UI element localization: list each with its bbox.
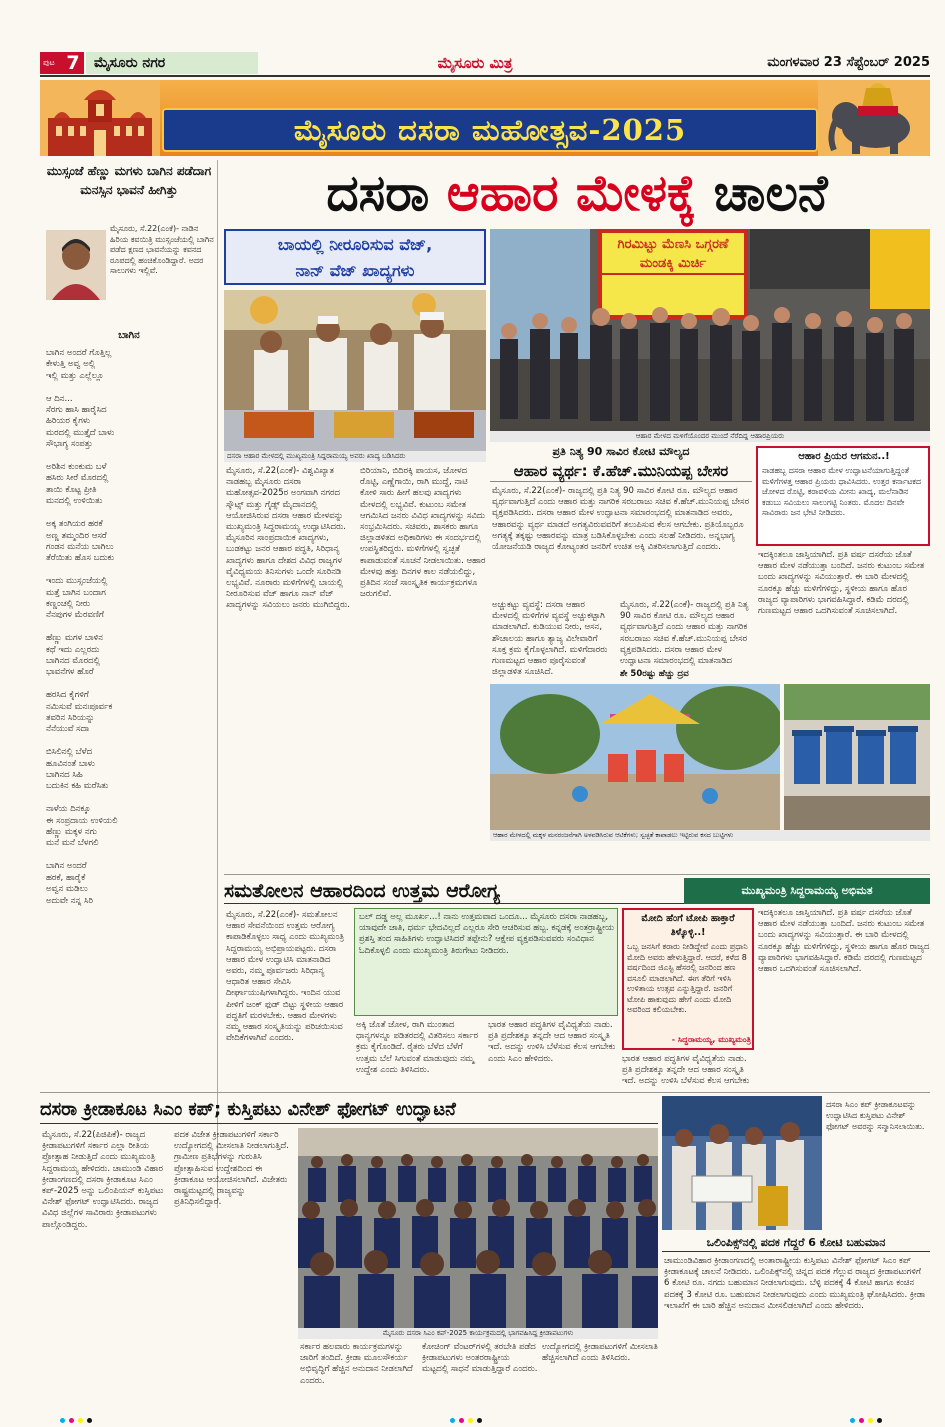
poet-photo: [46, 230, 106, 300]
food-stall-crowd-photo: [490, 229, 930, 431]
health-quote-text: ಬಲ್ ದಡ್ಡ ಅಲ್ಲ ಮೂರ್ಖ...! ನಾನು ಉತ್ತಮವಾದ ಒಂದೂ... ಮೈಸೂರು ದಸರಾ ನಾಡಹಬ್ಬ, ಯಾವುದೇ ಜಾತಿ, ಧರ್ಮ ಭೇದವಿಲ್ಲದೆ ಎಲ್ಲರೂ ಸೇರಿ ಆಚರಿಸುವ ಹಬ್ಬ. ಕನ್ನಡಕ್ಕೆ ಅಂತರ್ರಾಷ್ಟ್ರೀಯ ಪ್ರಶಸ್ತಿ ತಂದ ಸಾಹಿತಿಗಳು ಉದ್ಘಾಟಿಸಿದರೆ ತಪ್ಪೇನು? ಆಕ್ಷೇಪ ವ್ಯಕ್ತಪಡಿಸುವವರು ಸಂವಿಧಾನ ಓದಿಕೊಳ್ಳಲಿ ಎಂದು ಮುಖ್ಯಮಂತ್ರಿ ತಿರುಗೇಟು ನೀಡಿದರು.: [359, 912, 615, 956]
registration-marks-center: [450, 1408, 510, 1414]
wastage-story-kicker: ಪ್ರತಿ ನಿತ್ಯ 90 ಸಾವಿರ ಕೋಟಿ ಮೌಲ್ಯದ: [552, 445, 690, 458]
sports-story-body5: ಉದ್ಯೋಗದಲ್ಲಿ ಕ್ರೀಡಾಪಟುಗಳಿಗೆ ಮೀಸಲಾತಿ ಹೆಚ್ಚಿಸಲಾಗಿದೆ ಎಂದು ತಿಳಿಸಿದರು.: [542, 1342, 658, 1364]
lead-headline-part1: ದಸರಾ: [326, 163, 430, 222]
health-story-body: ಮೈಸೂರು, ಸೆ.22(ಎಂಕೆ)- ಸಮತೋಲನ ಆಹಾರ ಸೇವನೆಯಿಂದ ಉತ್ತಮ ಆರೋಗ್ಯ ಕಾಪಾಡಿಕೊಳ್ಳಲು ಸಾಧ್ಯ ಎಂದು ಮುಖ್ಯಮಂತ್ರಿ ಸಿದ್ದರಾಮಯ್ಯ ಅಭಿಪ್ರಾಯಪಟ್ಟರು. ದಸರಾ ಆಹಾರ ಮೇಳ ಉದ್ಘಾಟಿಸಿ ಮಾತನಾಡಿದ ಅವರು, ನಮ್ಮ ಪೂರ್ವಜರು ಸಿರಿಧಾನ್ಯ ಆಧಾರಿತ ಆಹಾರ ಸೇವಿಸಿ ದೀರ್ಘಾಯುಷಿಗಳಾಗಿದ್ದರು. ಇಂದಿನ ಯುವ ಪೀಳಿಗೆ ಜಂಕ್ ಫುಡ್ ಬಿಟ್ಟು ಸ್ಥಳೀಯ ಆಹಾರ ಪದ್ಧತಿಗೆ ಮರಳಬೇಕು. ಆಹಾರ ಮೇಳಗಳು ನಮ್ಮ ಆಹಾರ ಸಂಸ್ಕೃತಿಯನ್ನು ಪರಿಚಯಿಸುವ ವೇದಿಕೆಗಳಾಗಿವೆ ಎಂದರು.: [226, 910, 345, 1044]
lead-subhead: [224, 229, 486, 285]
mid-photos-caption: ಆಹಾರ ಮೇಳದಲ್ಲಿ ಮಕ್ಕಳ ಮನರಂಜನೆಗಾಗಿ ಅಳವಡಿಸಿರುವ ಆಟಿಕೆಗಳು; ಸ್ವಚ್ಛತೆ ಕಾಪಾಡಲು ಇಟ್ಟಿರುವ ಕಸದ ಬುಟ್ಟಿಗಳು: [490, 830, 930, 841]
wastage-story-body2: ಅಚ್ಚುಕಟ್ಟು ವ್ಯವಸ್ಥೆ: ದಸರಾ ಆಹಾರ ಮೇಳದಲ್ಲಿ ಮಳಿಗೆಗಳ ವ್ಯವಸ್ಥೆ ಅಚ್ಚುಕಟ್ಟಾಗಿ ಮಾಡಲಾಗಿದೆ. ಕುಡಿಯುವ ನೀರು, ಆಸನ, ಶೌಚಾಲಯ ಹಾಗೂ ತ್ಯಾಜ್ಯ ವಿಲೇವಾರಿಗೆ ಸೂಕ್ತ ಕ್ರಮ ಕೈಗೊಳ್ಳಲಾಗಿದೆ. ಮಳಿಗೆದಾರರು ಗುಣಮಟ್ಟದ ಆಹಾರ ಪೂರೈಸುವಂತೆ ಜಿಲ್ಲಾಡಳಿತ ಸೂಚಿಸಿದೆ.: [492, 600, 608, 678]
palace-illustration: [40, 80, 160, 156]
section-divider-2: [40, 1092, 930, 1093]
issue-date: ಮಂಗಳವಾರ 23 ಸೆಪ್ಟೆಂಬರ್ 2025: [767, 55, 930, 70]
felicitation-side-caption: ದಸರಾ ಸಿಎಂ ಕಪ್ ಕ್ರೀಡಾಕೂಟವನ್ನು ಉದ್ಘಾಟಿಸಿದ ಕುಸ್ತಿಪಟು ವಿನೇಶ್ ಫೋಗಟ್ ಅವರನ್ನು ಸನ್ಮಾನಿಸಲಾಯಿತು.: [826, 1100, 925, 1131]
food-stall-crowd-photo-caption: ಆಹಾರ ಮೇಳದ ಮಳಿಗೆಯೊಂದರ ಮುಂದೆ ನೆರೆದಿದ್ದ ಆಹಾರಪ್ರಿಯರು: [490, 431, 930, 442]
modi-box-signature: - ಸಿದ್ದರಾಮಯ್ಯ, ಮುಖ್ಯಮಂತ್ರಿ: [671, 1035, 751, 1044]
cm-serving-photo: [224, 290, 486, 451]
wastage-story-body3: ಮೈಸೂರು, ಸೆ.22(ಎಂಕೆ)- ರಾಜ್ಯದಲ್ಲಿ ಪ್ರತಿ ನಿತ್ಯ 90 ಸಾವಿರ ಕೋಟಿ ರೂ. ಮೌಲ್ಯದ ಆಹಾರ ವ್ಯರ್ಥವಾಗುತ್ತಿದೆ ಎಂದು ಆಹಾರ ಮತ್ತು ನಾಗರಿಕ ಸರಬರಾಜು ಸಚಿವ ಕೆ.ಹೆಚ್.ಮುನಿಯಪ್ಪ ಬೇಸರ ವ್ಯಕ್ತಪಡಿಸಿದರು. ದಸರಾ ಆಹಾರ ಮೇಳ ಉದ್ಘಾಟನಾ ಸಮಾರಂಭದಲ್ಲಿ ಮಾತನಾಡಿದ: [620, 600, 749, 667]
food-lovers-title: ಆಹಾರ ಪ್ರಿಯರ ಆಗಮನ..!: [798, 451, 890, 462]
amusement-rides-photo: [490, 684, 780, 830]
section-name: ಮೈಸೂರು ನಗರ: [86, 52, 258, 74]
health-story-body4: ಭಾರತ ಆಹಾರ ಪದ್ಧತಿಗಳ ವೈವಿಧ್ಯತೆಯ ನಾಡು. ಪ್ರತಿ ಪ್ರದೇಶಕ್ಕೂ ತನ್ನದೇ ಆದ ಆಹಾರ ಸಂಸ್ಕೃತಿ ಇದೆ. ಅದನ್ನು ಉಳಿಸಿ ಬೆಳೆಸುವ ಕೆಲಸ ಆಗಬೇಕು ಎಂದು ಸಿಎಂ ಹೇಳಿದರು.: [488, 1020, 616, 1064]
page-number: 7: [62, 52, 84, 74]
food-lovers-continued: ಇದಕ್ಕಿಂತಲೂ ಜಾಸ್ತಿಯಾಗಿದೆ. ಪ್ರತಿ ವರ್ಷ ದಸರೆಯ ಜೊತೆ ಆಹಾರ ಮೇಳ ನಡೆಯುತ್ತಾ ಬಂದಿದೆ. ಜನರು ಕುಟುಂಬ ಸಮೇತ ಬಂದು ಖಾದ್ಯಗಳನ್ನು ಸವಿಯುತ್ತಾರೆ. ಈ ಬಾರಿ ಮೇಳದಲ್ಲಿ ನೂರಕ್ಕೂ ಹೆಚ್ಚು ಮಳಿಗೆಗಳಿದ್ದು, ಸ್ಥಳೀಯ ಹಾಗೂ ಹೊರ ರಾಜ್ಯದ ವ್ಯಾಪಾರಿಗಳು ಭಾಗವಹಿಸಿದ್ದಾರೆ. ಕಡಿಮೆ ದರದಲ್ಲಿ ಗುಣಮಟ್ಟದ ಆಹಾರ ಒದಗಿಸುವಂತೆ ಸೂಚಿಸಲಾಗಿದೆ.: [758, 550, 925, 617]
health-quote-box: [354, 908, 618, 1016]
lead-body-col2: ಬಿರಿಯಾನಿ, ಬಿದಿರಕ್ಕಿ ಪಾಯಸ, ಜೋಳದ ರೊಟ್ಟಿ, ಎಣ್ಣೆಗಾಯಿ, ರಾಗಿ ಮುದ್ದೆ, ನಾಟಿ ಕೋಳಿ ಸಾರು ಹೀಗೆ ಹಲವು ಖಾದ್ಯಗಳು ಮೇಳದಲ್ಲಿ ಲಭ್ಯವಿವೆ. ಕುಟುಂಬ ಸಮೇತ ಆಗಮಿಸಿದ ಜನರು ವಿವಿಧ ಖಾದ್ಯಗಳನ್ನು ಸವಿದು ಸಂಭ್ರಮಿಸಿದರು. ಸಚಿವರು, ಶಾಸಕರು ಹಾಗೂ ಜಿಲ್ಲಾಡಳಿತದ ಅಧಿಕಾರಿಗಳು ಈ ಸಂದರ್ಭದಲ್ಲಿ ಉಪಸ್ಥಿತರಿದ್ದರು. ಮಳಿಗೆಗಳಲ್ಲಿ ಸ್ವಚ್ಛತೆ ಕಾಪಾಡುವಂತೆ ಸೂಚನೆ ನೀಡಲಾಯಿತು. ಆಹಾರ ಮೇಳವು ಹತ್ತು ದಿನಗಳ ಕಾಲ ನಡೆಯಲಿದ್ದು, ಪ್ರತಿದಿನ ಸಂಜೆ ಸಾಂಸ್ಕೃತಿಕ ಕಾರ್ಯಕ್ರಮಗಳೂ ಜರುಗಲಿವೆ.: [360, 466, 486, 600]
left-column-intro: ಮೈಸೂರು, ಸೆ.22(ಎಂಕೆ)- ನಾಡಿನ ಹಿರಿಯ ಕವಯಿತ್ರಿ ಮುಸ್ಸಂಜೆಯಲ್ಲಿ ಬಾಗಿನ ಪಡೆದ ಕ್ಷಣದ ಭಾವನೆಯನ್ನು ಕವನದ ರೂಪದಲ್ಲಿ ಹಂಚಿಕೊಂಡಿದ್ದಾರೆ. ಅದರ ಸಾಲುಗಳು ಇಲ್ಲಿವೆ.: [110, 224, 214, 275]
lead-headline-part3: ಚಾಲನೆ: [713, 163, 828, 222]
modi-box: [622, 908, 754, 1050]
sports-story-body3: ಸರ್ಕಾರ ಹಲವಾರು ಕಾರ್ಯಕ್ರಮಗಳನ್ನು ಜಾರಿಗೆ ತಂದಿದೆ. ಕ್ರೀಡಾ ಮೂಲಸೌಕರ್ಯ ಅಭಿವೃದ್ಧಿಗೆ ಹೆಚ್ಚಿನ ಅನುದಾನ ನೀಡಲಾಗಿದೆ ಎಂದರು.: [300, 1342, 413, 1386]
registration-marks-right: [850, 1408, 910, 1414]
left-column-title: ಮುಸ್ಸಂಜೆ ಹೆಣ್ಣು ಮಗಳು ಬಾಗಿನ ಪಡೆದಾಗ ಮನಸ್ಸಿನ ಭಾವನೆ ಹೀಗಿತ್ತು: [46, 164, 212, 197]
health-story-headline: ಸಮತೋಲನ ಆಹಾರದಿಂದ ಉತ್ತಮ ಆರೋಗ್ಯ: [224, 878, 684, 904]
athletes-parade-photo-caption: ಮೈಸೂರು ದಸರಾ ಸಿಎಂ ಕಪ್-2025 ಕಾರ್ಯಕ್ರಮದಲ್ಲಿ ಭಾಗವಹಿಸಿದ್ದ ಕ್ರೀಡಾಪಟುಗಳು: [298, 1328, 658, 1339]
wastage-stat-line: ಶೇ 50ರಷ್ಟು ಹೆಚ್ಚು ದ್ರವ: [620, 669, 689, 679]
masthead-logo: ಮೈಸೂರು ಮಿತ್ರ: [437, 54, 513, 72]
wastage-story-body: ಮೈಸೂರು, ಸೆ.22(ಎಂಕೆ)- ರಾಜ್ಯದಲ್ಲಿ ಪ್ರತಿ ನಿತ್ಯ 90 ಸಾವಿರ ಕೋಟಿ ರೂ. ಮೌಲ್ಯದ ಆಹಾರ ವ್ಯರ್ಥವಾಗುತ್ತಿದೆ ಎಂದು ಆಹಾರ ಮತ್ತು ನಾಗರಿಕ ಸರಬರಾಜು ಸಚಿವ ಕೆ.ಹೆಚ್.ಮುನಿಯಪ್ಪ ಬೇಸರ ವ್ಯಕ್ತಪಡಿಸಿದರು. ದಸರಾ ಆಹಾರ ಮೇಳ ಉದ್ಘಾಟನಾ ಸಮಾರಂಭದಲ್ಲಿ ಮಾತನಾಡಿದ ಅವರು, ಆಹಾರವನ್ನು ವ್ಯರ್ಥ ಮಾಡದೆ ಅಗತ್ಯವಿರುವವರಿಗೆ ತಲುಪಿಸುವ ಕೆಲಸ ಆಗಬೇಕು. ಪ್ರತಿಯೊಬ್ಬರೂ ಅಗತ್ಯಕ್ಕೆ ತಕ್ಕಷ್ಟು ಆಹಾರವನ್ನು ಮಾತ್ರ ಬಡಿಸಿಕೊಳ್ಳಬೇಕು ಎಂದು ಸಲಹೆ ನೀಡಿದರು. ಅನ್ನಭಾಗ್ಯ ಯೋಜನೆಯಡಿ ರಾಜ್ಯದ ಕೋಟ್ಯಂತರ ಜನರಿಗೆ ಉಚಿತ ಅಕ್ಕಿ ವಿತರಿಸಲಾಗುತ್ತಿದೆ ಎಂದರು.: [492, 486, 750, 553]
food-lovers-body: ನಾಡಹಬ್ಬ ದಸರಾ ಆಹಾರ ಮೇಳ ಉದ್ಘಾಟನೆಯಾಗುತ್ತಿದ್ದಂತೆ ಮಳಿಗೆಗಳತ್ತ ಆಹಾರ ಪ್ರಿಯರು ಧಾವಿಸಿದರು. ಉತ್ತರ ಕರ್ನಾಟಕದ ಜೋಳದ ರೊಟ್ಟಿ, ಕರಾವಳಿಯ ಮೀನು ಖಾದ್ಯ, ಮಲೆನಾಡಿನ ಕಡುಬು ಸವಿಯಲು ಸಾಲುಗಟ್ಟಿ ನಿಂತರು. ಮೊದಲ ದಿನವೇ ಸಾವಿರಾರು ಜನ ಭೇಟಿ ನೀಡಿದರು.: [762, 466, 922, 517]
modi-box-body: ಒಬ್ಬ ಜನಸಿಗೆ ಕರಾರು ನೀಡಿದ್ದೇವೆ ಎಂದು ಪ್ರಧಾನಿ ಮೋದಿ ಅವರು ಹೇಳುತ್ತಿದ್ದಾರೆ. ಆದರೆ, ಕಳೆದ 8 ವರ್ಷದಿಂದ ಜಿಎಸ್ಟಿ ಹೆಸರಲ್ಲಿ ಜನರಿಂದ ಹಣ ವಸೂಲಿ ಮಾಡಲಾಗಿದೆ. ಈಗ ತೆರಿಗೆ ಇಳಿಸಿ ಉಳಿತಾಯ ಉತ್ಸವ ಎನ್ನುತ್ತಿದ್ದಾರೆ. ಜನರಿಗೆ ಟೋಪಿ ಹಾಕುವುದು ಹೇಗೆ ಎಂದು ಮೋದಿ ಅವರಿಂದ ಕಲಿಯಬೇಕು.: [627, 942, 748, 1014]
page-label: ಪುಟ: [40, 52, 74, 74]
wastage-story-headline: ಆಹಾರ ವ್ಯರ್ಥ: ಕೆ.ಹೆಚ್.ಮುನಿಯಪ್ಪ ಬೇಸರ: [490, 460, 752, 482]
poem-body: ಬಾಗಿನ ಅಂದರೆ ಗೊತ್ತಿಲ್ಲ ಕೇಳುತ್ತಿ ಅವ್ವ ಅಲ್ಲಿ ಇಲ್ಲಿ ಮತ್ತು ಎಲ್ಲೆಲ್ಲೂ ಆ ದಿನ... ಸೆರಗು ಹಾಸಿ ಹಾರೈಸಿದ ಹಿರಿಯರ ಕೈಗಳು ಮರದಲ್ಲಿ ಮುತ್ತೈದೆ ಬಾಳು ಸೌಭಾಗ್ಯ ಸಂಪತ್ತು ಅರಿಶಿನ ಕುಂಕುಮ ಬಳೆ ಹಸಿರು ಸೀರೆ ಮೊರದಲ್ಲಿ ತಾಯಿ ಕೊಟ್ಟ ಪ್ರೀತಿ ಮನದಲ್ಲಿ ಉಳಿಯಿತು ಅಕ್ಕ ತಂಗಿಯರ ಹರಕೆ ಅಣ್ಣ ತಮ್ಮಂದಿರ ಆಸರೆ ಗಂಡನ ಮನೆಯ ಬಾಗಿಲು ತೆರೆಯಿತು ಹೊಸ ಬದುಕು ಇಂದು ಮುಸ್ಸಂಜೆಯಲ್ಲಿ ಮತ್ತೆ ಬಾಗಿನ ಬಂದಾಗ ಕಣ್ಣಂಚಲ್ಲಿ ನೀರು ನೆನಪುಗಳ ಮೆರವಣಿಗೆ ಹೆಣ್ಣು ಮಗಳ ಬಾಳಿನ ಕಥೆ ಇದು ಎಲ್ಲರದು ಬಾಗಿನದ ಮೊರದಲ್ಲಿ ಭಾವನೆಗಳ ಹೊರೆ ಹರಸಿದ ಕೈಗಳಿಗೆ ನಮಿಸುವೆ ಮನಃಪೂರ್ವಕ ತವರಿನ ಸಿರಿಯನ್ನು ನೆನೆಯುವೆ ಸದಾ ಬಿಸಿಲಿನಲ್ಲಿ ಬೆಳೆದ ಹೂವಿನಂತೆ ಬಾಳು ಬಾಗಿನದ ಸಿಹಿ ಬದುಕಿನ ಕಹಿ ಮರೆಸಿತು ನಾಳೆಯ ದಿನಕ್ಕೂ ಈ ಸಂಪ್ರದಾಯ ಉಳಿಯಲಿ ಹೆಣ್ಣು ಮಕ್ಕಳ ನಗು ಮನೆ ಮನೆ ಬೆಳಗಲಿ ಬಾಗಿನ ಅಂದರೆ ಹರಕೆ, ಹಾರೈಕೆ ಅವ್ವನ ಮಡಿಲು ಅದುವೇ ನನ್ನ ಸಿರಿ: [46, 348, 118, 906]
health-right-column-text: ಇದಕ್ಕಿಂತಲೂ ಜಾಸ್ತಿಯಾಗಿದೆ. ಪ್ರತಿ ವರ್ಷ ದಸರೆಯ ಜೊತೆ ಆಹಾರ ಮೇಳ ನಡೆಯುತ್ತಾ ಬಂದಿದೆ. ಜನರು ಕುಟುಂಬ ಸಮೇತ ಬಂದು ಖಾದ್ಯಗಳನ್ನು ಸವಿಯುತ್ತಾರೆ. ಈ ಬಾರಿ ಮೇಳದಲ್ಲಿ ನೂರಕ್ಕೂ ಹೆಚ್ಚು ಮಳಿಗೆಗಳಿದ್ದು, ಸ್ಥಳೀಯ ಹಾಗೂ ಹೊರ ರಾಜ್ಯದ ವ್ಯಾಪಾರಿಗಳು ಭಾಗವಹಿಸಿದ್ದಾರೆ. ಕಡಿಮೆ ದರದಲ್ಲಿ ಗುಣಮಟ್ಟದ ಆಹಾರ ಒದಗಿಸುವಂತೆ ಸೂಚಿಸಲಾಗಿದೆ.: [758, 908, 930, 975]
sports-story-headline: ದಸರಾ ಕ್ರೀಡಾಕೂಟ ಸಿಎಂ ಕಪ್; ಕುಸ್ತಿಪಟು ವಿನೇಶ್ ಫೋಗಟ್ ಉದ್ಘಾಟನೆ: [40, 1096, 658, 1124]
stall-sign-text: ಗಿರಮಿಟ್ಟು ಮೆಣಸಿ ಒಗ್ಗರಣೆ ಮಂಡಕ್ಕಿ ಮಿರ್ಚಿ: [617, 237, 729, 271]
section-divider-1: [224, 874, 930, 875]
athletes-parade-photo: [298, 1128, 658, 1328]
lead-subhead-line1: ಬಾಯಲ್ಲಿ ನೀರೂರಿಸುವ ವೆಜ್,: [277, 235, 433, 254]
sports-story-body: ಮೈಸೂರು, ಸೆ.22(ಪಿಜಿಪಿಕೆ)- ರಾಜ್ಯದ ಕ್ರೀಡಾಪಟುಗಳಿಗೆ ಸರ್ಕಾರ ಎಲ್ಲಾ ರೀತಿಯ ಪ್ರೋತ್ಸಾಹ ನೀಡುತ್ತಿದೆ ಎಂದು ಮುಖ್ಯಮಂತ್ರಿ ಸಿದ್ದರಾಮಯ್ಯ ಹೇಳಿದರು. ಚಾಮುಂಡಿ ವಿಹಾರ ಕ್ರೀಡಾಂಗಣದಲ್ಲಿ ದಸರಾ ಕ್ರೀಡಾಕೂಟ ಸಿಎಂ ಕಪ್-2025 ಅನ್ನು ಒಲಿಂಪಿಯನ್ ಕುಸ್ತಿಪಟು ವಿನೇಶ್ ಫೋಗಟ್ ಉದ್ಘಾಟಿಸಿದರು. ರಾಜ್ಯದ ವಿವಿಧ ಜಿಲ್ಲೆಗಳ ಸಾವಿರಾರು ಕ್ರೀಡಾಪಟುಗಳು ಪಾಲ್ಗೊಂಡಿದ್ದರು.: [42, 1130, 164, 1230]
olympics-story-headline: ಒಲಿಂಪಿಕ್ಸ್‌ನಲ್ಲಿ ಪದಕ ಗೆದ್ದರೆ 6 ಕೋಟಿ ಬಹುಮಾನ: [662, 1234, 930, 1252]
health-story-continued: ಭಾರತ ಆಹಾರ ಪದ್ಧತಿಗಳ ವೈವಿಧ್ಯತೆಯ ನಾಡು. ಪ್ರತಿ ಪ್ರದೇಶಕ್ಕೂ ತನ್ನದೇ ಆದ ಆಹಾರ ಸಂಸ್ಕೃತಿ ಇದೆ. ಅದನ್ನು ಉಳಿಸಿ ಬೆಳೆಸುವ ಕೆಲಸ ಆಗಬೇಕು: [622, 1054, 750, 1086]
cm-serving-photo-caption: ದಸರಾ ಆಹಾರ ಮೇಳದಲ್ಲಿ ಮುಖ್ಯಮಂತ್ರಿ ಸಿದ್ದರಾಮಯ್ಯ ಅವರು ಖಾದ್ಯ ಬಡಿಸಿದರು: [224, 451, 486, 462]
felicitation-photo: [662, 1096, 822, 1230]
modi-box-title: ಮೋದಿ ಹೆಂಗೆ ಟೋಪಿ ಹಾಕ್ತಾರೆ ತಿಳ್ಕೊಳ್ಳಿ..!: [641, 913, 735, 938]
left-column: [40, 160, 218, 1208]
lead-headline: [224, 160, 930, 226]
olympics-story-body: ಚಾಮುಂಡಿವಿಹಾರ ಕ್ರೀಡಾಂಗಣದಲ್ಲಿ ಅಂತಾರಾಷ್ಟ್ರೀಯ ಕುಸ್ತಿಪಟು ವಿನೇಶ್ ಫೋಗಟ್ ಸಿಎಂ ಕಪ್ ಕ್ರೀಡಾಕೂಟಕ್ಕೆ ಚಾಲನೆ ನೀಡಿದರು. ಒಲಿಂಪಿಕ್ಸ್‌ನಲ್ಲಿ ಚಿನ್ನದ ಪದಕ ಗೆಲ್ಲುವ ರಾಜ್ಯದ ಕ್ರೀಡಾಪಟುಗಳಿಗೆ 6 ಕೋಟಿ ರೂ. ನಗದು ಬಹುಮಾನ ನೀಡಲಾಗುವುದು. ಬೆಳ್ಳಿ ಪದಕಕ್ಕೆ 4 ಕೋಟಿ ಹಾಗೂ ಕಂಚಿನ ಪದಕಕ್ಕೆ 3 ಕೋಟಿ ರೂ. ಬಹುಮಾನ ನೀಡಲಾಗುವುದು ಎಂದು ಮುಖ್ಯಮಂತ್ರಿ ಘೋಷಿಸಿದರು. ಕ್ರೀಡಾ ಇಲಾಖೆಗೆ ಈ ಬಾರಿ ಹೆಚ್ಚಿನ ಅನುದಾನ ಮೀಸಲಿಡಲಾಗಿದೆ ಎಂದು ಹೇಳಿದರು.: [664, 1256, 926, 1311]
lead-subhead-line2: ನಾನ್ ವೆಜ್ ಖಾದ್ಯಗಳು: [295, 261, 415, 280]
banner-title: ಮೈಸೂರು ದಸರಾ ಮಹೋತ್ಸವ-2025: [293, 113, 687, 147]
howdah: [862, 88, 894, 108]
waste-bins-photo: [784, 684, 930, 830]
poem-title: ಬಾಗಿನ: [118, 330, 140, 341]
dasara-banner: [40, 80, 930, 156]
lead-headline-part2: ಆಹಾರ ಮೇಳಕ್ಕೆ: [446, 163, 697, 222]
health-story-tag: ಮುಖ್ಯಮಂತ್ರಿ ಸಿದ್ದರಾಮಯ್ಯ ಅಭಿಮತ: [684, 878, 930, 904]
sports-story-body4: ಕೋಚಿಂಗ್ ವೆಂಟರ್‌ಗಳಲ್ಲಿ ತರಬೇತಿ ಪಡೆದ ಕ್ರೀಡಾಪಟುಗಳು ಅಂತರರಾಷ್ಟ್ರೀಯ ಮಟ್ಟದಲ್ಲಿ ಸಾಧನೆ ಮಾಡುತ್ತಿದ್ದಾರೆ ಎಂದರು.: [422, 1342, 538, 1375]
health-story-body3: ಅಕ್ಕಿ ಜೊತೆ ಜೋಳ, ರಾಗಿ ಮುಂತಾದ ಧಾನ್ಯಗಳನ್ನೂ ಪಡಿತರದಲ್ಲಿ ವಿತರಿಸಲು ಸರ್ಕಾರ ಕ್ರಮ ಕೈಗೊಂಡಿದೆ. ರೈತರು ಬೆಳೆದ ಬೆಳೆಗೆ ಉತ್ತಮ ಬೆಲೆ ಸಿಗುವಂತೆ ಮಾಡುವುದು ನಮ್ಮ ಉದ್ದೇಶ ಎಂದು ತಿಳಿಸಿದರು.: [356, 1020, 479, 1075]
sports-story-body2: ಪದಕ ವಿಜೇತ ಕ್ರೀಡಾಪಟುಗಳಿಗೆ ಸರ್ಕಾರಿ ಉದ್ಯೋಗದಲ್ಲಿ ಮೀಸಲಾತಿ ನೀಡಲಾಗುತ್ತಿದೆ. ಗ್ರಾಮೀಣ ಪ್ರತಿಭೆಗಳನ್ನು ಗುರುತಿಸಿ ಪ್ರೋತ್ಸಾಹಿಸುವ ಉದ್ದೇಶದಿಂದ ಈ ಕ್ರೀಡಾಕೂಟ ಆಯೋಜಿಸಲಾಗಿದೆ. ವಿಜೇತರು ರಾಷ್ಟ್ರಮಟ್ಟದಲ್ಲಿ ರಾಜ್ಯವನ್ನು ಪ್ರತಿನಿಧಿಸಲಿದ್ದಾರೆ.: [174, 1130, 289, 1208]
lead-body-col1: ಮೈಸೂರು, ಸೆ.22(ಎಂಕೆ)- ವಿಶ್ವವಿಖ್ಯಾತ ನಾಡಹಬ್ಬ ಮೈಸೂರು ದಸರಾ ಮಹೋತ್ಸವ-2025ರ ಅಂಗವಾಗಿ ನಗರದ ಸ್ಕೌಟ್ಸ್ ಮತ್ತು ಗೈಡ್ಸ್ ಮೈದಾನದಲ್ಲಿ ಆಯೋಜಿಸಿರುವ ದಸರಾ ಆಹಾರ ಮೇಳವನ್ನು ಮುಖ್ಯಮಂತ್ರಿ ಸಿದ್ದರಾಮಯ್ಯ ಉದ್ಘಾಟಿಸಿದರು. ಮೈಸೂರಿನ ಸಾಂಪ್ರದಾಯಿಕ ಖಾದ್ಯಗಳು, ಬುಡಕಟ್ಟು ಜನರ ಆಹಾರ ಪದ್ಧತಿ, ಸಿರಿಧಾನ್ಯ ಖಾದ್ಯಗಳು ಹಾಗೂ ದೇಶದ ವಿವಿಧ ರಾಜ್ಯಗಳ ವೈವಿಧ್ಯಮಯ ತಿನಿಸುಗಳು ಒಂದೇ ಸೂರಿನಡಿ ಲಭ್ಯವಿವೆ. ನೂರಾರು ಮಳಿಗೆಗಳಲ್ಲಿ ಬಾಯಲ್ಲಿ ನೀರೂರಿಸುವ ವೆಜ್ ಹಾಗೂ ನಾನ್ ವೆಜ್ ಖಾದ್ಯಗಳನ್ನು ಸವಿಯಲು ಜನರು ಮುಗಿಬಿದ್ದರು.: [226, 466, 351, 611]
food-lovers-box: [756, 446, 930, 546]
elephant-illustration: [818, 80, 930, 156]
page-header: [40, 49, 930, 77]
registration-marks-left: [60, 1408, 120, 1414]
